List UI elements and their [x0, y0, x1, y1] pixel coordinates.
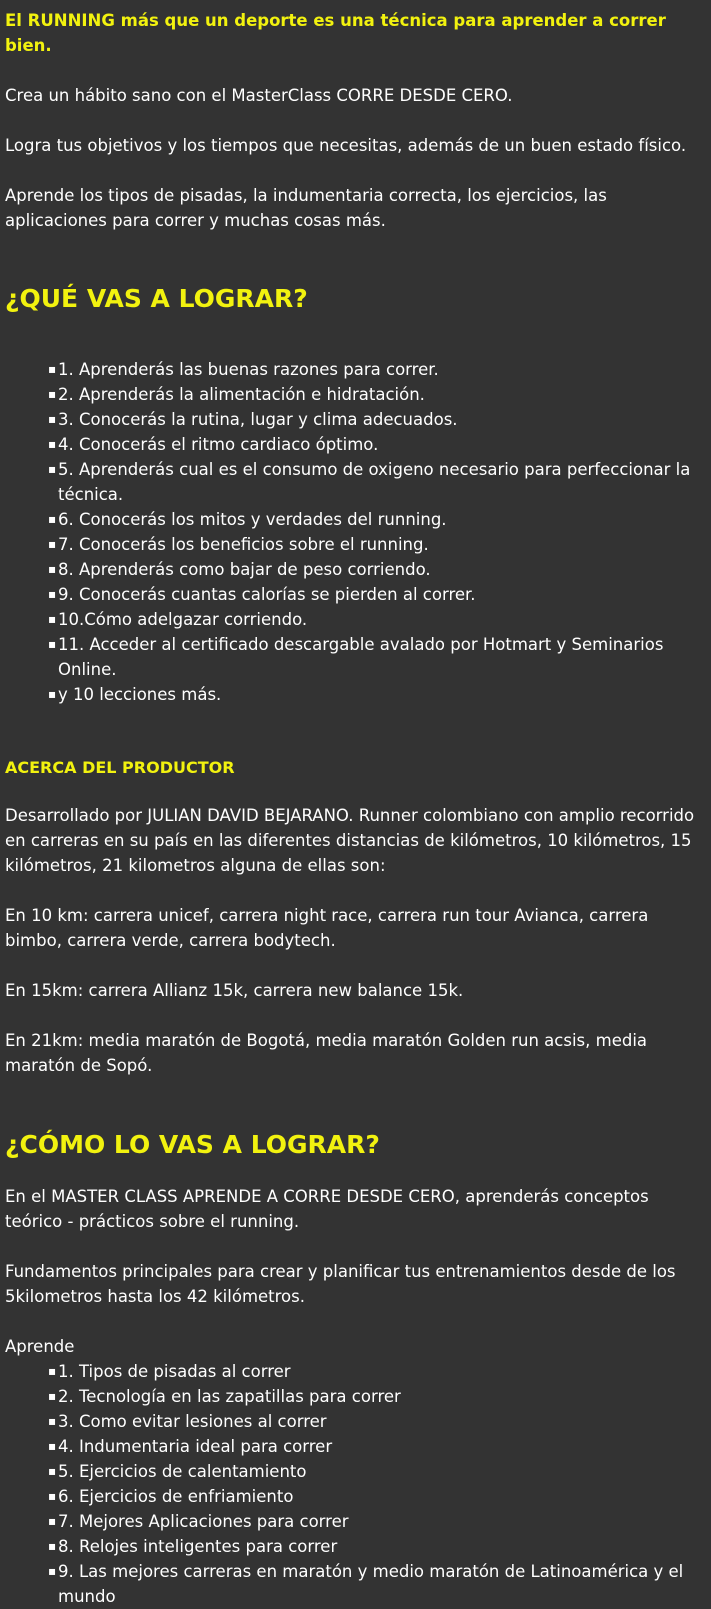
list-item: ▪ 2. Aprenderás la alimentación e hidratación. [58, 382, 706, 407]
list-item: ▪ 6. Conocerás los mitos y verdades del running. [58, 507, 706, 532]
how-paragraph: En el MASTER CLASS APRENDE A CORRE DESDE CERO, aprenderás conceptos teórico - prácticos sobre el running. [5, 1187, 649, 1231]
list-item: ▪ 10.Cómo adelgazar corriendo. [58, 607, 706, 632]
bullet-icon: ▪ [48, 1464, 57, 1478]
bullet-icon: ▪ [48, 1364, 57, 1378]
list-item: ▪ 2. Tecnología en las zapatillas para correr [58, 1384, 706, 1409]
bullet-icon: ▪ [48, 1489, 57, 1503]
goals-list [5, 357, 706, 707]
list-item: ▪ 9. Las mejores carreras en maratón y medio maratón de Latinoamérica y el mundo [58, 1559, 706, 1609]
list-item: ▪ 7. Mejores Aplicaciones para correr [58, 1509, 706, 1534]
achieve-heading: ¿QUÉ VAS A LOGRAR? [5, 284, 308, 313]
bullet-icon: ▪ [48, 462, 57, 476]
list-item: ▪ 5. Aprenderás cual es el consumo de oxigeno necesario para perfeccionar la técnica. [58, 457, 706, 507]
bullet-icon: ▪ [48, 1539, 57, 1553]
bullet-icon: ▪ [48, 1414, 57, 1428]
producer-paragraph: En 10 km: carrera unicef, carrera night race, carrera run tour Avianca, carrera bimbo, carrera verde, carrera bodytech. [5, 906, 649, 950]
learn-list [5, 1359, 706, 1609]
bullet-icon: ▪ [48, 1514, 57, 1528]
bullet-icon: ▪ [48, 537, 57, 551]
list-item: ▪ 6. Ejercicios de enfriamiento [58, 1484, 706, 1509]
producer-heading: ACERCA DEL PRODUCTOR [5, 758, 235, 777]
list-item: ▪ 9. Conocerás cuantas calorías se pierden al correr. [58, 582, 706, 607]
list-item: ▪ 8. Aprenderás como bajar de peso corriendo. [58, 557, 706, 582]
list-item: ▪ y 10 lecciones más. [58, 682, 706, 707]
producer-paragraph: En 21km: media maratón de Bogotá, media maratón Golden run acsis, media maratón de Sopó. [5, 1031, 648, 1075]
bullet-icon: ▪ [48, 687, 57, 701]
bullet-icon: ▪ [48, 412, 57, 426]
list-item: ▪ 3. Conocerás la rutina, lugar y clima adecuados. [58, 407, 706, 432]
list-item: ▪ 8. Relojes inteligentes para correr [58, 1534, 706, 1559]
bullet-icon: ▪ [48, 562, 57, 576]
list-item: ▪ 11. Acceder al certificado descargable avalado por Hotmart y Seminarios Online. [58, 632, 706, 682]
list-item: ▪ 1. Aprenderás las buenas razones para correr. [58, 357, 706, 382]
bullet-icon: ▪ [48, 612, 57, 626]
list-item: ▪ 4. Conocerás el ritmo cardiaco óptimo. [58, 432, 706, 457]
how-heading: ¿CÓMO LO VAS A LOGRAR? [5, 1130, 380, 1159]
bullet-icon: ▪ [48, 1564, 57, 1578]
producer-paragraph: Desarrollado por JULIAN DAVID BEJARANO. Runner colombiano con amplio recorrido en carreras en su país en las diferentes distancias de kilómetros, 10 kilómetros, 15 kilómetros, 21 kilometros alguna de ellas son: [5, 806, 695, 875]
list-item: ▪ 5. Ejercicios de calentamiento [58, 1459, 706, 1484]
bullet-icon: ▪ [48, 512, 57, 526]
learn-label: Aprende [5, 1337, 75, 1356]
bullet-icon: ▪ [48, 437, 57, 451]
intro-headline: El RUNNING más que un deporte es una técnica para aprender a correr bien. [5, 11, 666, 55]
how-paragraph: Fundamentos principales para crear y planificar tus entrenamientos desde de los 5kilometros hasta los 42 kilómetros. [5, 1262, 676, 1306]
list-item: ▪ 3. Como evitar lesiones al correr [58, 1409, 706, 1434]
bullet-icon: ▪ [48, 637, 57, 651]
bullet-icon: ▪ [48, 587, 57, 601]
intro-paragraph: Logra tus objetivos y los tiempos que necesitas, además de un buen estado físico. [5, 136, 687, 155]
intro-paragraph: Aprende los tipos de pisadas, la indumentaria correcta, los ejercicios, las aplicaciones para correr y muchas cosas más. [5, 186, 607, 230]
producer-paragraph: En 15km: carrera Allianz 15k, carrera new balance 15k. [5, 981, 464, 1000]
list-item: ▪ 4. Indumentaria ideal para correr [58, 1434, 706, 1459]
intro-paragraph: Crea un hábito sano con el MasterClass CORRE DESDE CERO. [5, 86, 513, 105]
bullet-icon: ▪ [48, 1389, 57, 1403]
bullet-icon: ▪ [48, 387, 57, 401]
list-item: ▪ 1. Tipos de pisadas al correr [58, 1359, 706, 1384]
list-item: ▪ 7. Conocerás los beneficios sobre el running. [58, 532, 706, 557]
bullet-icon: ▪ [48, 1439, 57, 1453]
bullet-icon: ▪ [48, 362, 57, 376]
